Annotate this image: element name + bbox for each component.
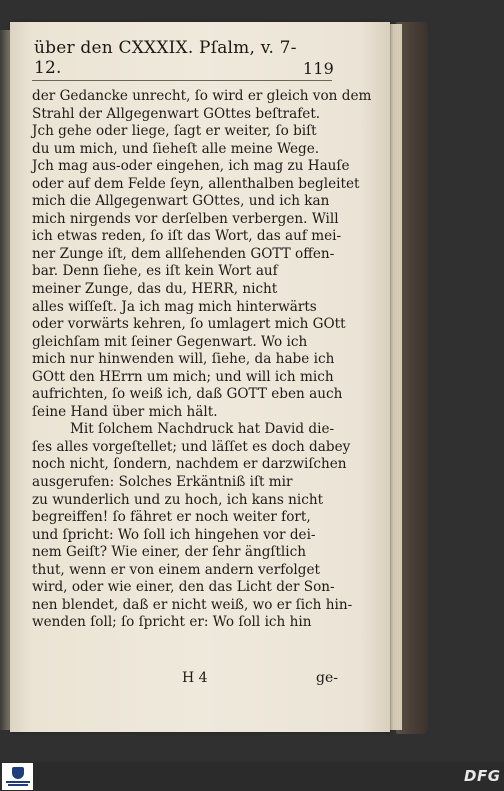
text-line: ſes alles vorgeſtellet; und läſſet es doch dabey (32, 438, 351, 455)
text-line: wenden ſoll; ſo ſpricht er: Wo ſoll ich hin (32, 614, 312, 631)
book-page (10, 22, 390, 732)
text-line: mich nirgends vor derſelben verbergen. Will (32, 210, 339, 227)
text-line: gleichſam mit ſeiner Gegenwart. Wo ich (32, 333, 308, 350)
crown-emblem-icon (12, 767, 24, 779)
paragraph-start-line: Mit ſolchem Nachdruck hat David die- (70, 421, 335, 438)
text-line: oder vorwärts kehren, ſo umlagert mich GOtt (32, 316, 346, 333)
text-line: begreiffen! ſo fähret er noch weiter fort, (32, 509, 311, 526)
text-line: Jch gehe oder liege, ſagt er weiter, ſo biſt (32, 123, 317, 140)
previous-page-edge (0, 30, 10, 730)
text-line: noch nicht, ſondern, nachdem er darzwiſchen (32, 456, 347, 473)
text-line: ausgerufen: Solches Erkäntniß iſt mir (32, 474, 293, 491)
text-line: ſeine Hand über mich hält. (32, 403, 218, 420)
page-header (34, 38, 334, 78)
viewer-bottom-bar (0, 762, 504, 791)
text-line: und ſpricht: Wo ſoll ich hingehen vor dei- (32, 526, 316, 543)
text-line: ich etwas reden, ſo iſt das Wort, das auf mei- (32, 228, 342, 245)
text-line: meiner Zunge, das du, HERR, nicht (32, 281, 278, 298)
logo-text-bar (6, 781, 30, 783)
catchword: ge- (316, 670, 338, 686)
text-line: GOtt den HErrn um mich; und will ich mich (32, 368, 334, 385)
signature-mark: H 4 (182, 670, 208, 686)
header-rule (32, 80, 332, 81)
text-line: nen blendet, daß er nicht weiß, wo er ſich hin- (32, 596, 353, 613)
text-line: mich die Allgegenwart GOttes, und ich kan (32, 193, 330, 210)
text-line: nem Geiſt? Wie einer, der ſehr ängſtlich (32, 544, 306, 561)
text-line: oder auf dem Felde ſeyn, allenthalben begleitet (32, 175, 360, 192)
text-line: mich nur hinwenden will, ſiehe, da habe ich (32, 351, 335, 368)
running-title: über den CXXXIX. Pſalm, v. 7-12. (34, 38, 297, 78)
text-line: der Gedancke unrecht, ſo wird er gleich von dem (32, 88, 372, 104)
text-line: ner Zunge iſt, dem allſehenden GOTT offen- (32, 245, 335, 262)
page-number: 119 (302, 59, 334, 78)
logo-text-bar (8, 784, 28, 786)
library-logo[interactable] (2, 763, 33, 790)
body-text (32, 88, 372, 632)
page-footer (32, 670, 342, 690)
text-line: Jch mag aus-oder eingehen, ich mag zu Hauſe (32, 158, 350, 175)
text-line: alles wiſſeſt. Ja ich mag mich hinterwärts (32, 298, 317, 315)
dfg-logo[interactable]: DFG (464, 767, 501, 785)
text-line: bar. Denn ſiehe, es iſt kein Wort auf (32, 263, 278, 280)
text-line: aufrichten, ſo weiß ich, daß GOTT eben auch (32, 386, 343, 403)
text-line: du um mich, und ſieheſt alle meine Wege. (32, 140, 320, 157)
text-line: thut, wenn er von einem andern verfolget (32, 561, 320, 578)
text-line: wird, oder wie einer, den das Licht der Son- (32, 579, 335, 596)
text-line: zu wunderlich und zu hoch, ich kans nicht (32, 491, 324, 508)
text-line: Strahl der Allgegenwart GOttes beſtrafet. (32, 105, 321, 122)
